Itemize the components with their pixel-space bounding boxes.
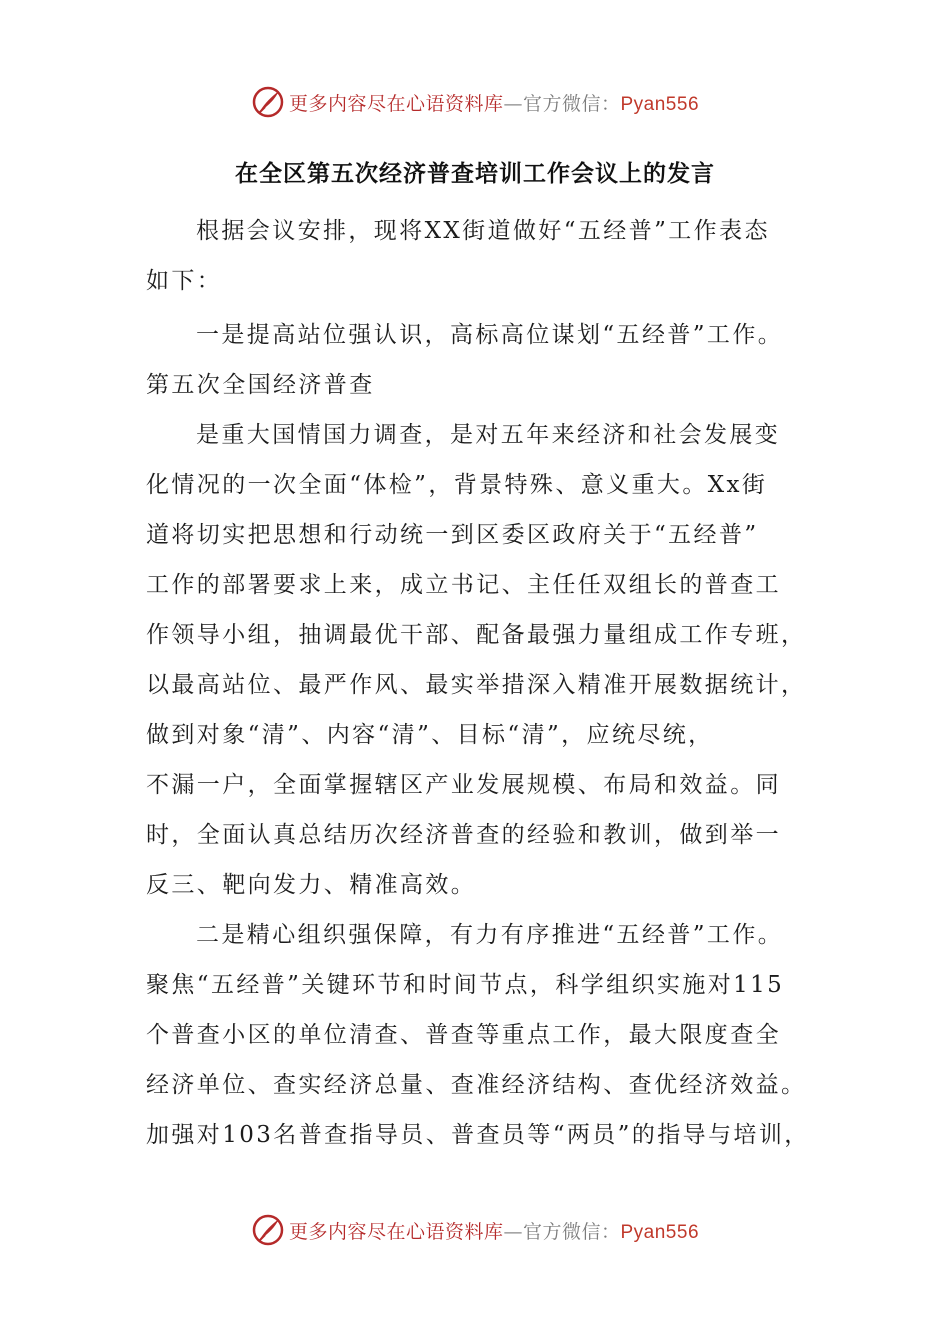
- quill-logo-icon: [251, 85, 285, 119]
- footer-banner: [0, 1210, 950, 1250]
- body-line: 反三、靶向发力、精准高效。: [146, 872, 477, 898]
- body-line: 做到对象“清”、内容“清”、目标“清”，应统尽统，: [146, 722, 714, 748]
- footer-wechat-id: Pyan556: [620, 1221, 700, 1243]
- body-line: 经济单位、查实经济总量、查准经济结构、查优经济效益。: [146, 1072, 807, 1098]
- body-line: 时，全面认真总结历次经济普查的经验和教训，做到举一: [146, 822, 781, 848]
- footer-separator: —: [503, 1220, 523, 1243]
- footer-wechat-label: 官方微信：: [522, 1220, 621, 1243]
- body-line: 以最高站位、最严作风、最实举措深入精准开展数据统计，: [146, 672, 807, 698]
- quill-logo-icon: [251, 1213, 285, 1247]
- document-body: [146, 206, 826, 1160]
- body-line: 加强对103名普查指导员、普查员等“两员”的指导与培训，: [146, 1122, 810, 1148]
- body-line: 不漏一户，全面掌握辖区产业发展规模、布局和效益。同: [146, 772, 781, 798]
- body-line: 道将切实把思想和行动统一到区委区政府关于“五经普”: [146, 522, 759, 548]
- body-line: 根据会议安排，现将XX街道做好“五经普”工作表态: [196, 218, 770, 244]
- header-banner-text: [289, 89, 699, 116]
- body-line: 化情况的一次全面“体检”，背景特殊、意义重大。Xx街: [146, 472, 768, 498]
- body-line: 二是精心组织强保障，有力有序推进“五经普”工作。: [196, 922, 784, 948]
- body-line: 是重大国情国力调查，是对五年来经济和社会发展变: [196, 422, 781, 448]
- footer-site-name: 更多内容尽在心语资料库: [288, 1220, 504, 1243]
- header-banner: [0, 82, 950, 122]
- body-line: 聚焦“五经普”关键环节和时间节点，科学组织实施对115: [146, 972, 785, 998]
- body-line: 个普查小区的单位清查、普查等重点工作，最大限度查全: [146, 1022, 781, 1048]
- header-separator: —: [503, 92, 523, 115]
- body-line: 第五次全国经济普查: [146, 372, 375, 398]
- header-site-name: 更多内容尽在心语资料库: [288, 92, 504, 115]
- body-line: 作领导小组，抽调最优干部、配备最强力量组成工作专班，: [146, 622, 807, 648]
- body-line: 工作的部署要求上来，成立书记、主任任双组长的普查工: [146, 572, 781, 598]
- body-line: 如下：: [146, 268, 223, 294]
- header-wechat-id: Pyan556: [620, 93, 700, 115]
- header-wechat-label: 官方微信：: [522, 92, 621, 115]
- document-title: 在全区第五次经济普查培训工作会议上的发言: [235, 161, 715, 187]
- footer-banner-text: [289, 1217, 699, 1244]
- body-line: 一是提高站位强认识，高标高位谋划“五经普”工作。: [196, 322, 784, 348]
